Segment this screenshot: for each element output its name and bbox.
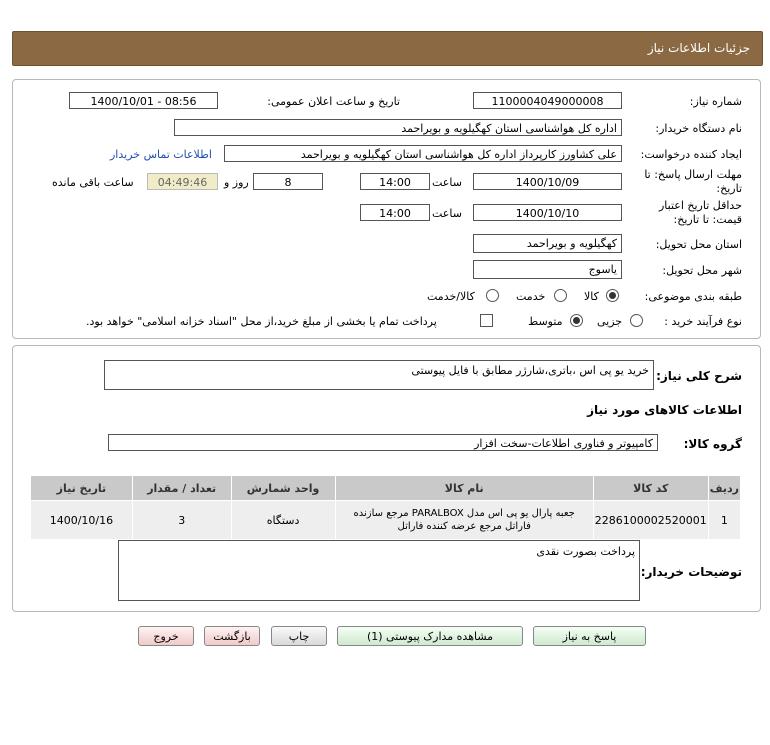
category-goods-service-radio[interactable]	[486, 289, 499, 302]
validity-label: حداقل تاریخ اعتبار قیمت: تا تاریخ:	[658, 199, 742, 226]
col-qty: تعداد / مقدار	[132, 476, 231, 501]
need-number-field: 1100004049000008	[473, 92, 622, 109]
days-remaining-field: 8	[253, 173, 323, 190]
col-row: ردیف	[708, 476, 740, 501]
exit-button[interactable]: خروج	[138, 626, 194, 646]
goods-group-field: کامپیوتر و فناوری اطلاعات-سخت افزار	[108, 434, 658, 451]
goods-info-title: اطلاعات کالاهای مورد نیاز	[587, 403, 742, 417]
requester-field: علی کشاورز کارپرداز اداره کل هواشناسی استان کهگیلویه و بویراحمد	[224, 145, 622, 162]
quantity-cell: 3	[132, 501, 231, 540]
announce-date-field: 1400/10/01 - 08:56	[69, 92, 218, 109]
process-medium-radio[interactable]	[570, 314, 583, 327]
print-button[interactable]: چاپ	[271, 626, 327, 646]
row-number-cell: 1	[708, 501, 740, 540]
summary-label: شرح کلی نیاز:	[656, 369, 742, 383]
validity-date-field: 1400/10/10	[473, 204, 622, 221]
buyer-notes-field: پرداخت بصورت نقدی	[118, 540, 640, 601]
buyer-notes-label: توضیحات خریدار:	[640, 565, 742, 579]
buyer-contact-link[interactable]: اطلاعات تماس خریدار	[110, 148, 212, 161]
col-name: نام کالا	[335, 476, 593, 501]
process-type-label: نوع فرآیند خرید :	[664, 315, 742, 328]
time-remaining-label: ساعت باقی مانده	[52, 176, 134, 189]
item-code-cell: 2286100002520001	[593, 501, 708, 540]
category-goods-radio[interactable]	[606, 289, 619, 302]
goods-table	[30, 475, 741, 540]
category-service-radio[interactable]	[554, 289, 567, 302]
back-button[interactable]: بازگشت	[204, 626, 260, 646]
category-goods-service-label: کالا/خدمت	[427, 290, 475, 303]
summary-field: خرید یو پی اس ،باتری،شارژر مطابق با فایل پیوستی	[104, 360, 654, 390]
buyer-org-label: نام دستگاه خریدار:	[655, 122, 742, 135]
time-remaining-field: 04:49:46	[147, 173, 218, 190]
category-label: طبقه بندی موضوعی:	[644, 290, 742, 303]
process-minor-label: جزیی	[597, 315, 623, 328]
province-label: استان محل تحویل:	[655, 238, 742, 251]
table-row	[31, 501, 741, 540]
province-field: کهگیلویه و بویراحمد	[473, 234, 622, 253]
goods-table-header	[31, 476, 741, 501]
city-label: شهر محل تحویل:	[662, 264, 742, 277]
treasury-payment-checkbox[interactable]	[480, 314, 493, 327]
city-field: یاسوج	[473, 260, 622, 279]
item-name-cell: جعبه پارال یو پی اس مدل PARALBOX مرجع سازنده فاراتل مرجع عرضه کننده فاراتل	[335, 501, 593, 540]
need-date-cell: 1400/10/16	[31, 501, 133, 540]
announce-date-label: تاریخ و ساعت اعلان عمومی:	[267, 95, 400, 108]
days-label: روز و	[224, 176, 249, 189]
validity-time-label: ساعت	[432, 207, 462, 220]
deadline-time-label: ساعت	[432, 176, 462, 189]
treasury-payment-note: پرداخت تمام یا بخشی از مبلغ خرید،از محل "اسناد خزانه اسلامی" خواهد بود.	[86, 315, 437, 328]
deadline-date-field: 1400/10/09	[473, 173, 622, 190]
process-medium-label: متوسط	[528, 315, 563, 328]
page-title: جزئیات اطلاعات نیاز	[647, 41, 750, 55]
view-attachments-button[interactable]: مشاهده مدارک پیوستی (1)	[337, 626, 523, 646]
deadline-time-field: 14:00	[360, 173, 430, 190]
unit-cell: دستگاه	[231, 501, 335, 540]
category-service-label: خدمت	[516, 290, 546, 303]
page-header	[12, 31, 763, 66]
validity-time-field: 14:00	[360, 204, 430, 221]
goods-group-label: گروه کالا:	[683, 437, 742, 451]
process-minor-radio[interactable]	[630, 314, 643, 327]
col-code: کد کالا	[593, 476, 708, 501]
requester-label: ایجاد کننده درخواست:	[640, 148, 742, 161]
col-unit: واحد شمارش	[231, 476, 335, 501]
respond-button[interactable]: پاسخ به نیاز	[533, 626, 646, 646]
need-number-label: شماره نیاز:	[689, 95, 742, 108]
deadline-label: مهلت ارسال پاسخ: تا تاریخ:	[644, 168, 742, 195]
col-date: تاریخ نیاز	[31, 476, 133, 501]
category-goods-label: کالا	[584, 290, 599, 303]
buyer-org-field: اداره کل هواشناسی استان کهگیلویه و بویراحمد	[174, 119, 622, 136]
